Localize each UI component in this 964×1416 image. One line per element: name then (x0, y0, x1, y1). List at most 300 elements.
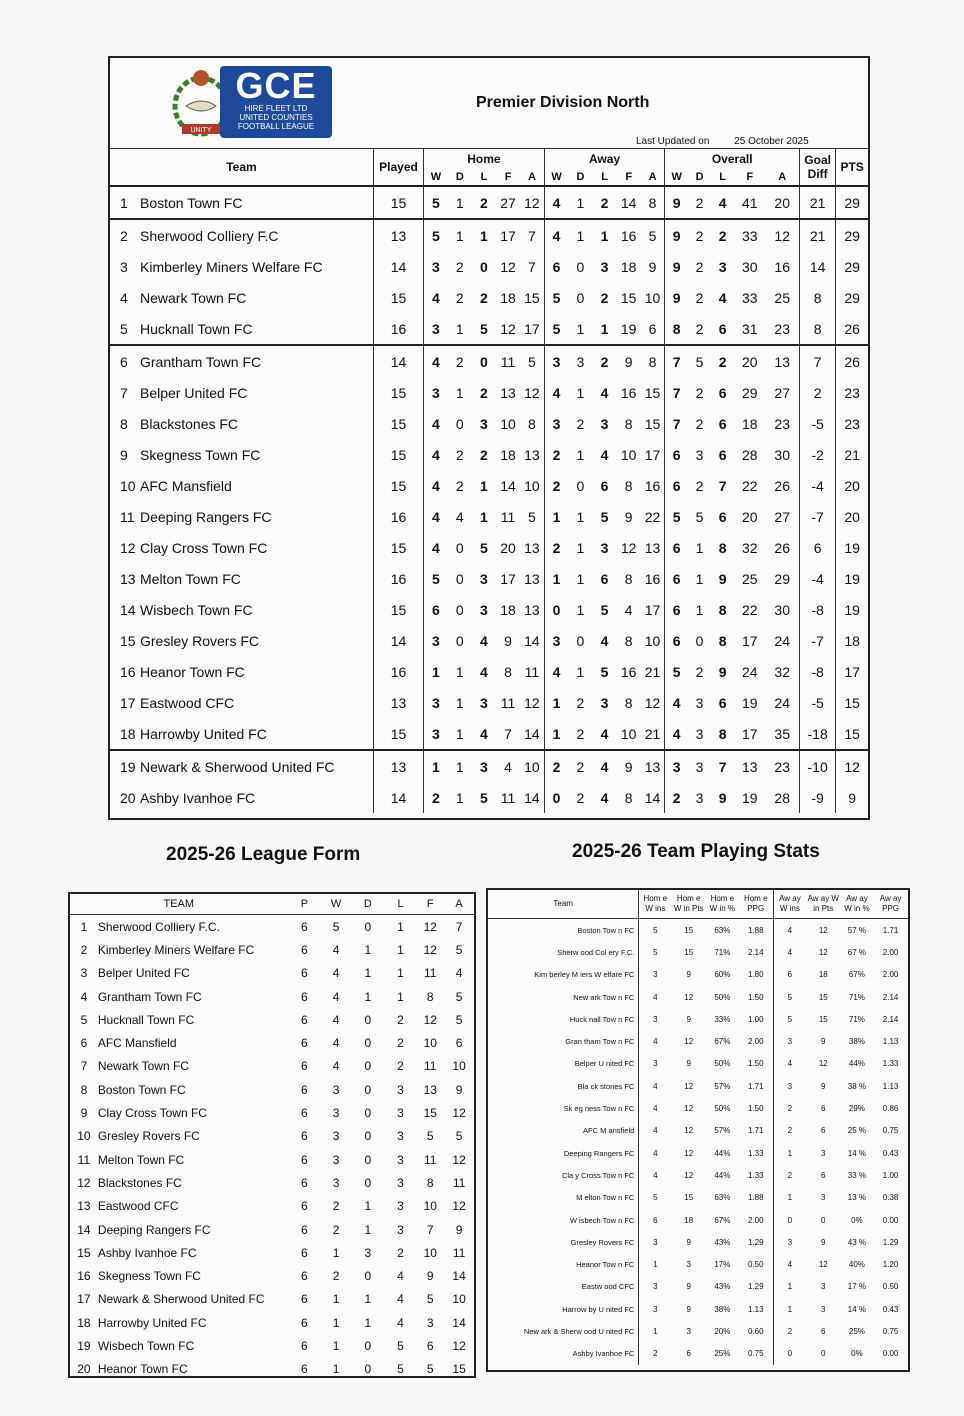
stat-hl: 4 (480, 725, 488, 742)
header-goal-diff-1: Goal (804, 153, 831, 167)
stat-ad: 2 (576, 415, 585, 432)
form-d: 1 (364, 942, 372, 957)
stat-ow: 5 (665, 501, 688, 532)
stat-ha: 13 (524, 601, 540, 618)
team-name: Grantham Town FC (140, 353, 262, 370)
stat-af: 9 (624, 508, 633, 525)
stats-hp: 12 (684, 1104, 694, 1114)
form-f: 3 (426, 1315, 434, 1330)
form-position: 10 (77, 1129, 91, 1144)
stat-hw: 4 (424, 345, 448, 377)
header-home: Home (424, 149, 545, 169)
form-f: 8 (426, 989, 434, 1004)
stats-hppg: 1.88 (747, 925, 764, 935)
form-d: 1 (364, 1315, 372, 1330)
stats-team-name: AFC M ansfield (583, 1126, 635, 1136)
form-p: 6 (301, 1082, 308, 1097)
team-cell (110, 501, 373, 532)
stat-hd: 0 (455, 632, 464, 649)
stat-hl: 3 (480, 570, 488, 587)
team-cell (110, 408, 373, 439)
form-w: 1 (332, 1315, 340, 1330)
form-a: 12 (452, 1338, 466, 1353)
stats-aw: 1 (773, 1187, 805, 1209)
table-row (488, 1120, 908, 1142)
stat-ha: 13 (524, 446, 540, 463)
table-row (110, 656, 868, 687)
stat-of: 22 (741, 477, 758, 494)
stat-ha: 11 (524, 663, 540, 680)
stat-ad: 1 (576, 320, 585, 337)
goal-diff-cell: -4 (800, 563, 836, 594)
form-d: 1 (364, 989, 372, 1004)
played-cell: 14 (373, 345, 423, 377)
stat-ow: 5 (665, 656, 688, 687)
stat-al: 1 (600, 320, 609, 337)
stat-hd: 0 (455, 570, 464, 587)
form-team-name: Melton Town FC (97, 1152, 185, 1167)
form-p: 6 (301, 1012, 308, 1027)
stat-hl: 3 (480, 415, 488, 432)
form-a: 6 (455, 1036, 463, 1051)
stat-hf: 14 (500, 477, 516, 494)
stats-hp: 9 (686, 970, 691, 980)
stat-hd: 1 (455, 384, 464, 401)
form-w: 4 (332, 989, 340, 1004)
stats-hw: 3 (639, 964, 671, 986)
form-w: 4 (332, 942, 340, 957)
form-position: 3 (80, 966, 88, 981)
stats-hp: 18 (684, 1215, 694, 1225)
form-a: 11 (452, 1175, 466, 1190)
stat-af: 19 (620, 320, 637, 337)
table-row (488, 1030, 908, 1052)
stats-ap: 12 (818, 1260, 828, 1270)
stats-ap: 9 (821, 1037, 826, 1047)
stats-ap: 15 (818, 992, 828, 1002)
stat-al: 4 (600, 725, 609, 742)
stat-hl: 5 (480, 539, 488, 556)
team-cell (110, 282, 373, 313)
stat-hl: 1 (472, 219, 496, 251)
stats-ap: 12 (818, 925, 828, 935)
list-item (70, 1288, 474, 1311)
form-d: 0 (364, 1338, 372, 1353)
stat-hw: 3 (424, 625, 448, 656)
stats-hw: 4 (639, 1075, 671, 1097)
stat-hf: 17 (496, 219, 520, 251)
stat-hw: 1 (424, 656, 448, 687)
stat-aw: 2 (544, 470, 568, 501)
table-row (110, 439, 868, 470)
form-position: 18 (77, 1315, 91, 1330)
stat-hd: 2 (455, 258, 464, 275)
stats-team-name: Sk eg ness Tow n FC (563, 1104, 635, 1114)
header-played: Played (373, 149, 423, 187)
team-cell (110, 782, 373, 813)
stat-ol: 8 (718, 539, 727, 556)
stats-hp: 9 (686, 1059, 691, 1069)
stats-apct: 17 % (847, 1282, 867, 1292)
stats-appg: 0.86 (882, 1104, 899, 1114)
stat-ad: 1 (576, 384, 585, 401)
stat-hw: 4 (424, 532, 448, 563)
stat-ha: 12 (524, 384, 540, 401)
table-row (488, 1253, 908, 1275)
form-w: 2 (332, 1199, 340, 1214)
header-goal-diff-2: Diff (807, 167, 828, 181)
goal-diff-cell: -9 (800, 782, 836, 813)
stats-hpct: 50% (714, 1104, 731, 1114)
stats-apct: 67% (848, 970, 865, 980)
form-w: 3 (332, 1129, 340, 1144)
form-f: 11 (424, 1152, 437, 1167)
stats-ap: 6 (821, 1326, 826, 1336)
form-w: 3 (332, 1082, 340, 1097)
form-header-team: TEAM (70, 894, 288, 915)
form-f: 12 (423, 942, 437, 957)
form-f: 8 (426, 1175, 434, 1190)
stats-hpct: 20% (714, 1326, 731, 1336)
stats-aw: 1 (773, 1142, 805, 1164)
stat-ol: 9 (718, 570, 727, 587)
goal-diff-cell: 21 (800, 186, 836, 219)
stats-team-name: Gresley Rovers FC (570, 1237, 635, 1247)
stat-ol: 6 (718, 384, 727, 401)
header-overall-w: W (665, 168, 688, 186)
stats-hpct: 25% (714, 1349, 731, 1359)
form-d: 1 (364, 1199, 372, 1214)
stat-od: 3 (695, 446, 704, 463)
stat-oa: 30 (774, 601, 790, 618)
played-cell: 15 (373, 282, 423, 313)
stats-hp: 12 (684, 1081, 694, 1091)
stats-appg: 2.00 (882, 970, 899, 980)
stats-header-away-ppg: Aw ay PPG (873, 890, 908, 919)
table-row (488, 1075, 908, 1097)
stat-ow: 6 (665, 439, 688, 470)
form-p: 6 (301, 1059, 308, 1074)
team-name: Newark & Sherwood United FC (140, 758, 335, 775)
table-row (488, 1142, 908, 1164)
stat-al: 2 (600, 289, 609, 306)
points-cell: 9 (836, 782, 868, 813)
stat-od: 2 (695, 384, 704, 401)
stat-ow: 6 (665, 594, 688, 625)
logo-badge (220, 66, 332, 138)
stats-team-name: Harrow by U nited FC (562, 1304, 635, 1314)
goal-diff-cell: -18 (800, 718, 836, 750)
team-name: Hucknall Town FC (140, 320, 253, 337)
stat-oa: 24 (774, 694, 790, 711)
team-name: Kimberley Miners Welfare FC (140, 258, 323, 275)
stats-appg: 0.75 (882, 1326, 899, 1336)
form-l: 3 (397, 1175, 404, 1190)
form-position: 1 (80, 919, 88, 934)
table-row (488, 964, 908, 986)
form-l: 3 (397, 1082, 404, 1097)
stat-of: 19 (741, 694, 758, 711)
stat-oa: 23 (774, 320, 790, 337)
stat-od: 1 (695, 539, 704, 556)
header-goal-diff (800, 149, 836, 187)
stats-hw: 3 (639, 1276, 671, 1298)
team-cell (110, 345, 373, 377)
stats-apct: 57 % (847, 925, 867, 935)
stats-team-name: Belper U nited FC (574, 1059, 635, 1069)
stats-ap: 15 (818, 1014, 828, 1024)
header-away-l: L (593, 168, 617, 186)
league-table (110, 148, 868, 813)
form-f: 13 (423, 1082, 437, 1097)
team-cell (110, 313, 373, 345)
team-cell (110, 186, 373, 219)
table-row (488, 1008, 908, 1030)
stat-of: 25 (741, 570, 758, 587)
team-name: Skegness Town FC (140, 446, 261, 463)
stat-od: 1 (695, 570, 704, 587)
stats-ap: 3 (821, 1148, 826, 1158)
stats-header-home-win-pct: Hom e W in % (706, 890, 738, 919)
stats-hp: 3 (686, 1260, 691, 1270)
stat-od: 2 (695, 415, 704, 432)
stats-hp: 12 (684, 1170, 694, 1180)
stats-header-away-win-pts: Aw ay W in Pts (806, 890, 841, 919)
stats-team-name: Kim berley M iers W elfare FC (534, 970, 635, 980)
form-team-name: Kimberley Miners Welfare FC (97, 942, 255, 957)
stats-hpct: 67% (714, 1215, 731, 1225)
stats-hppg: 1.80 (747, 970, 764, 980)
points-cell: 26 (836, 345, 868, 377)
stats-hppg: 0.75 (747, 1349, 764, 1359)
stat-of: 20 (741, 508, 758, 525)
stat-ol: 6 (718, 320, 727, 337)
stat-ol: 6 (718, 694, 727, 711)
stat-ha: 14 (524, 725, 540, 742)
stat-aa: 9 (648, 258, 657, 275)
position: 13 (120, 570, 136, 587)
form-d: 0 (364, 1059, 372, 1074)
goal-diff-cell: -5 (800, 687, 836, 718)
position: 17 (120, 694, 136, 711)
stats-aw: 3 (773, 1231, 805, 1253)
stat-ad: 0 (576, 289, 585, 306)
form-a: 5 (455, 1012, 463, 1027)
stats-hppg: 2.14 (747, 947, 764, 957)
stat-aw: 4 (544, 219, 568, 251)
stats-aw: 0 (773, 1343, 805, 1365)
position: 20 (120, 789, 136, 806)
stats-hpct: 67% (714, 1037, 731, 1047)
stats-ap: 6 (821, 1126, 826, 1136)
stats-hpct: 43% (714, 1282, 731, 1292)
stat-ow: 4 (665, 687, 688, 718)
stat-hf: 8 (504, 663, 512, 680)
team-cell (110, 718, 373, 750)
stats-team-name: Ashby Ivanhoe FC (572, 1349, 635, 1359)
stats-ap: 9 (821, 1081, 826, 1091)
stat-aw: 1 (544, 501, 568, 532)
team-name: Deeping Rangers FC (140, 508, 272, 525)
header-overall: Overall (665, 149, 800, 169)
stat-hf: 12 (500, 258, 516, 275)
form-p: 6 (301, 1129, 308, 1144)
goal-diff-cell: 2 (800, 377, 836, 408)
stat-ha: 14 (524, 632, 540, 649)
stat-oa: 12 (765, 219, 799, 251)
stat-ad: 2 (568, 750, 592, 782)
goal-diff-cell: 8 (800, 282, 836, 313)
stat-ow: 9 (665, 251, 688, 282)
form-a: 5 (455, 1129, 463, 1144)
stat-hw: 4 (424, 501, 448, 532)
team-cell (110, 439, 373, 470)
played-cell: 14 (373, 251, 423, 282)
form-p: 6 (301, 1222, 308, 1237)
stats-apct: 44% (848, 1059, 865, 1069)
stats-header-home-win-pts: Hom e W in Pts (671, 890, 706, 919)
stat-ha: 5 (520, 345, 544, 377)
stats-appg: 0.43 (882, 1304, 899, 1314)
form-a: 7 (455, 919, 463, 934)
form-p: 6 (301, 1106, 308, 1121)
stat-ol: 4 (718, 194, 727, 211)
stat-od: 0 (695, 632, 704, 649)
form-position: 20 (77, 1362, 91, 1377)
form-w: 4 (332, 1059, 340, 1074)
form-p: 6 (301, 1036, 308, 1051)
played-cell: 14 (373, 625, 423, 656)
stat-ha: 5 (528, 508, 536, 525)
stat-of: 30 (741, 258, 758, 275)
team-name: Gresley Rovers FC (140, 632, 260, 649)
stat-aw: 0 (544, 782, 568, 813)
form-team-name: Heanor Town FC (97, 1362, 188, 1377)
list-item (70, 1171, 474, 1194)
points-cell: 19 (836, 594, 868, 625)
played-cell: 13 (373, 219, 423, 251)
form-header-p: P (288, 894, 322, 915)
points-cell: 29 (836, 186, 868, 219)
list-item (70, 1031, 474, 1054)
table-row (110, 532, 868, 563)
stats-apct: 29% (848, 1104, 865, 1114)
stats-apct: 25% (848, 1326, 865, 1336)
stats-hppg: 1.88 (747, 1193, 764, 1203)
form-p: 6 (301, 1362, 308, 1377)
stats-appg: 1.13 (882, 1037, 899, 1047)
stat-ha: 14 (524, 789, 540, 806)
stat-hd: 0 (455, 415, 464, 432)
form-w: 2 (332, 1269, 340, 1284)
league-title: Premier Division North (476, 94, 650, 111)
stat-al: 5 (600, 663, 609, 680)
stats-hpct: 38% (714, 1304, 731, 1314)
stat-oa: 26 (774, 477, 790, 494)
stat-aw: 6 (544, 251, 568, 282)
form-p: 6 (301, 989, 308, 1004)
stat-hl: 0 (472, 345, 496, 377)
table-row (488, 986, 908, 1008)
stats-aw: 2 (773, 1164, 805, 1186)
stats-hw: 3 (639, 1231, 671, 1253)
stat-hd: 1 (455, 789, 464, 806)
form-position: 9 (80, 1106, 88, 1121)
stats-hpct: 57% (714, 1081, 731, 1091)
form-a: 12 (452, 1199, 466, 1214)
list-item (70, 1241, 474, 1264)
stat-of: 32 (741, 539, 758, 556)
stat-aa: 8 (648, 194, 657, 211)
stat-hf: 4 (496, 750, 520, 782)
form-team-name: AFC Mansfield (97, 1036, 177, 1051)
stat-hw: 3 (424, 687, 448, 718)
stat-hd: 1 (455, 663, 464, 680)
form-position: 15 (77, 1245, 91, 1260)
points-cell: 29 (836, 251, 868, 282)
form-l: 4 (397, 1292, 404, 1307)
points-cell: 12 (836, 750, 868, 782)
form-team-name: Newark Town FC (97, 1059, 189, 1074)
stats-hw: 2 (639, 1343, 671, 1365)
stat-hw: 5 (424, 186, 448, 219)
stats-hw: 4 (639, 1097, 671, 1119)
table-row (488, 941, 908, 963)
played-cell: 15 (373, 532, 423, 563)
form-p: 6 (301, 1199, 308, 1214)
stat-oa: 30 (774, 446, 790, 463)
stat-al: 3 (600, 415, 609, 432)
stat-hf: 9 (504, 632, 512, 649)
stat-ol: 6 (718, 508, 727, 525)
header-home-f: F (496, 168, 520, 186)
form-a: 9 (455, 1082, 463, 1097)
form-team-name: Harrowby United FC (97, 1315, 207, 1330)
form-team-name: Eastwood CFC (97, 1199, 179, 1214)
stats-hw: 6 (639, 1209, 671, 1231)
points-cell: 21 (836, 439, 868, 470)
stat-oa: 23 (774, 415, 790, 432)
stat-ha: 8 (528, 415, 536, 432)
stat-ow: 6 (665, 470, 688, 501)
stat-hl: 3 (480, 601, 488, 618)
stats-hppg: 2.00 (747, 1037, 764, 1047)
table-row (110, 687, 868, 718)
stat-ol: 3 (718, 258, 727, 275)
stat-od: 3 (695, 789, 704, 806)
stat-al: 2 (600, 194, 609, 211)
form-f: 5 (426, 1292, 434, 1307)
stats-appg: 1.20 (882, 1260, 899, 1270)
stat-hw: 3 (424, 377, 448, 408)
form-p: 6 (301, 1315, 308, 1330)
stat-hl: 1 (480, 477, 488, 494)
stat-oa: 32 (774, 663, 790, 680)
form-w: 1 (332, 1245, 340, 1260)
stats-hp: 9 (686, 1237, 691, 1247)
stats-appg: 1.33 (882, 1059, 899, 1069)
form-d: 0 (364, 1129, 372, 1144)
stats-hppg: 1.33 (747, 1148, 764, 1158)
form-team-name: Grantham Town FC (97, 989, 202, 1004)
stats-appg: 0.00 (882, 1215, 899, 1225)
position: 2 (120, 227, 128, 244)
stats-team-name: M elton Tow n FC (576, 1193, 635, 1203)
team-name: Sherwood Colliery F.C (140, 227, 279, 244)
form-position: 17 (77, 1292, 91, 1307)
position: 10 (120, 477, 136, 494)
stats-appg: 2.14 (882, 992, 899, 1002)
